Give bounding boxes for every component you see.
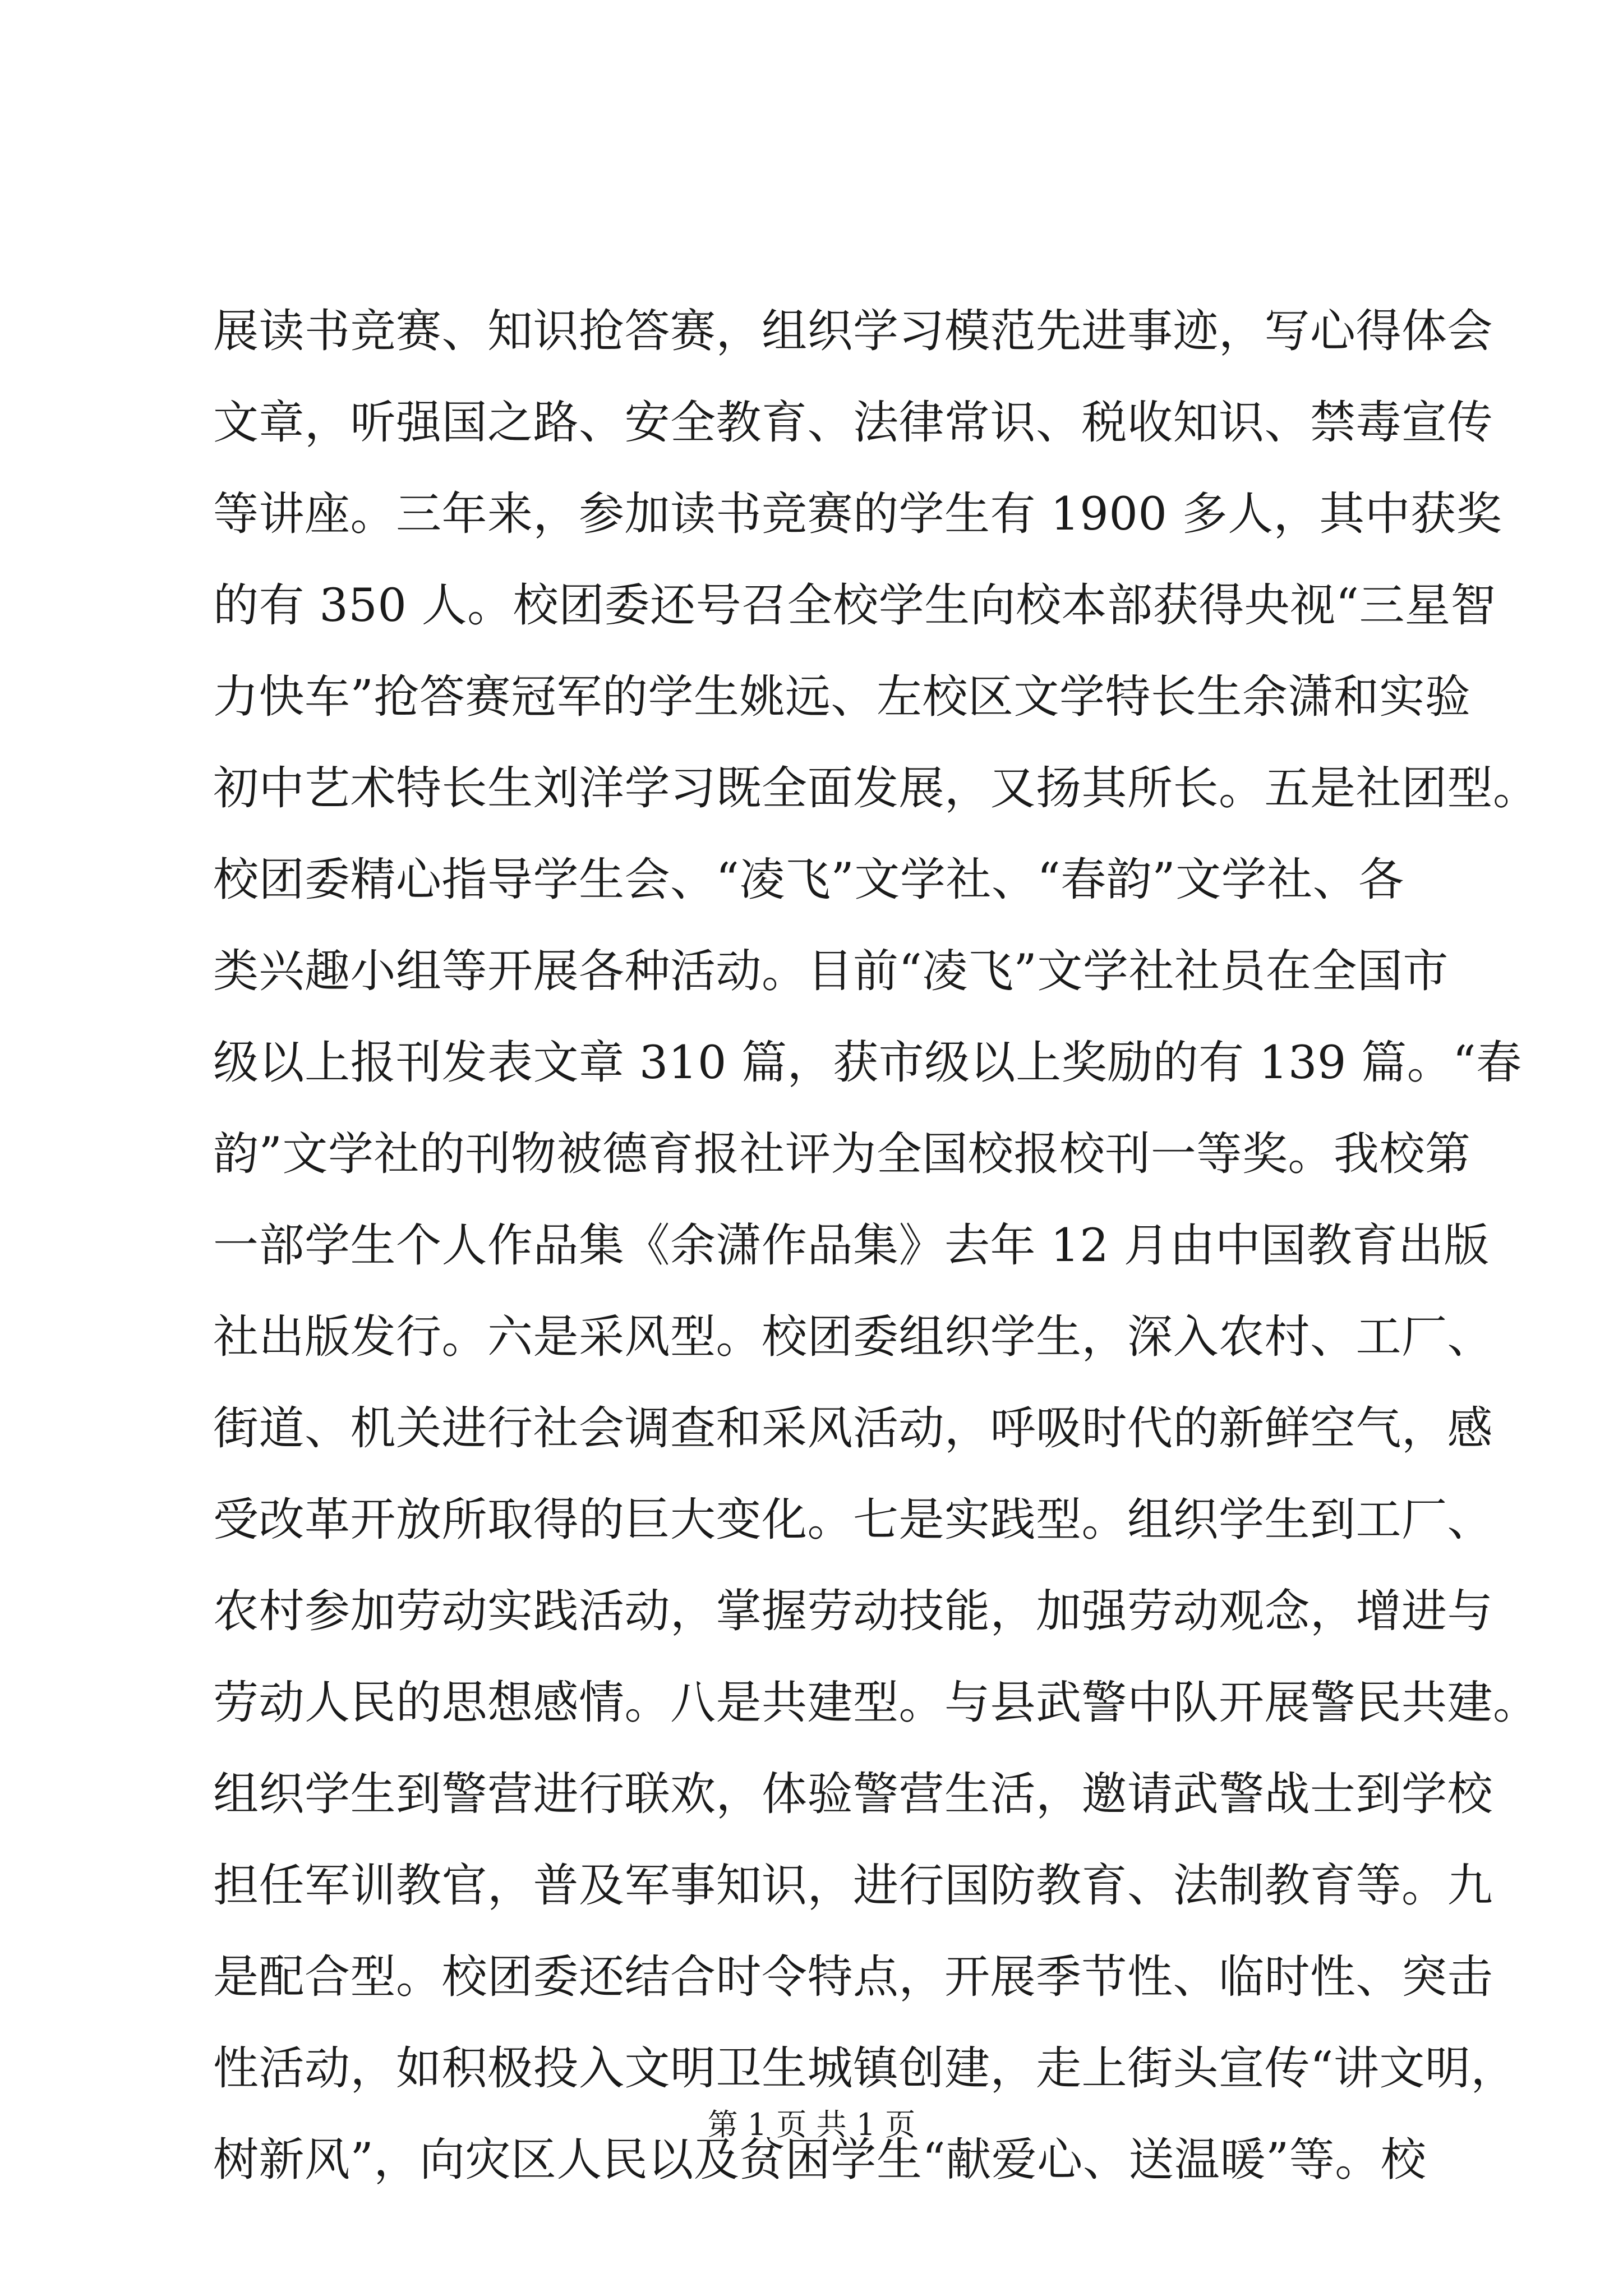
text-line: 农村参加劳动实践活动，掌握劳动技能，加强劳动观念，增进与 [213, 1585, 1493, 1638]
text-line: 劳动人民的思想感情。八是共建型。与县武警中队开展警民共建。 [213, 1677, 1539, 1729]
text-line: 街道、机关进行社会调查和采风活动，呼吸时代的新鲜空气，感 [213, 1402, 1493, 1455]
text-line: 级以上报刊发表文章 310 篇，获市级以上奖励的有 139 篇。“春 [213, 1037, 1522, 1089]
text-line: 类兴趣小组等开展各种活动。目前“凌飞”文学社社员在全国市 [213, 945, 1449, 998]
text-line: 力快车”抢答赛冠军的学生姚远、左校区文学特长生余潇和实验 [213, 671, 1471, 724]
text-line: 社出版发行。六是采风型。校团委组织学生，深入农村、工厂、 [213, 1311, 1493, 1364]
text-line: 组织学生到警营进行联欢，体验警营生活，邀请武警战士到学校 [213, 1768, 1493, 1821]
text-line: 树新风”，向灾区人民以及贫困学生“献爱心、送温暖”等。校 [213, 2134, 1427, 2187]
text-line: 展读书竞赛、知识抢答赛，组织学习模范先进事迹，写心得体会 [213, 305, 1493, 358]
page-footer: 第 1 页 共 1 页 [707, 2107, 916, 2142]
body-paragraph [213, 286, 1539, 2206]
text-line: 文章，听强国之路、安全教育、法律常识、税收知识、禁毒宣传 [213, 397, 1493, 449]
text-line: 一部学生个人作品集《余潇作品集》去年 12 月由中国教育出版 [213, 1220, 1490, 1272]
text-line: 担任军训教官，普及军事知识，进行国防教育、法制教育等。九 [213, 1860, 1493, 1912]
text-line: 校团委精心指导学生会、“凌飞”文学社、“春韵”文学社、各 [213, 854, 1404, 907]
text-line: 受改革开放所取得的巨大变化。七是实践型。组织学生到工厂、 [213, 1494, 1493, 1547]
text-line: 韵”文学社的刊物被德育报社评为全国校报校刊一等奖。我校第 [213, 1128, 1471, 1181]
text-line: 性活动，如积极投入文明卫生城镇创建，走上街头宣传“讲文明， [213, 2042, 1516, 2095]
text-line: 等讲座。三年来，参加读书竞赛的学生有 1900 多人，其中获奖 [213, 488, 1502, 541]
text-line: 的有 350 人。校团委还号召全校学生向校本部获得央视“三星智 [213, 579, 1497, 632]
text-line: 是配合型。校团委还结合时令特点，开展季节性、临时性、突击 [213, 1951, 1493, 2004]
text-line: 初中艺术特长生刘洋学习既全面发展，又扬其所长。五是社团型。 [213, 762, 1539, 815]
